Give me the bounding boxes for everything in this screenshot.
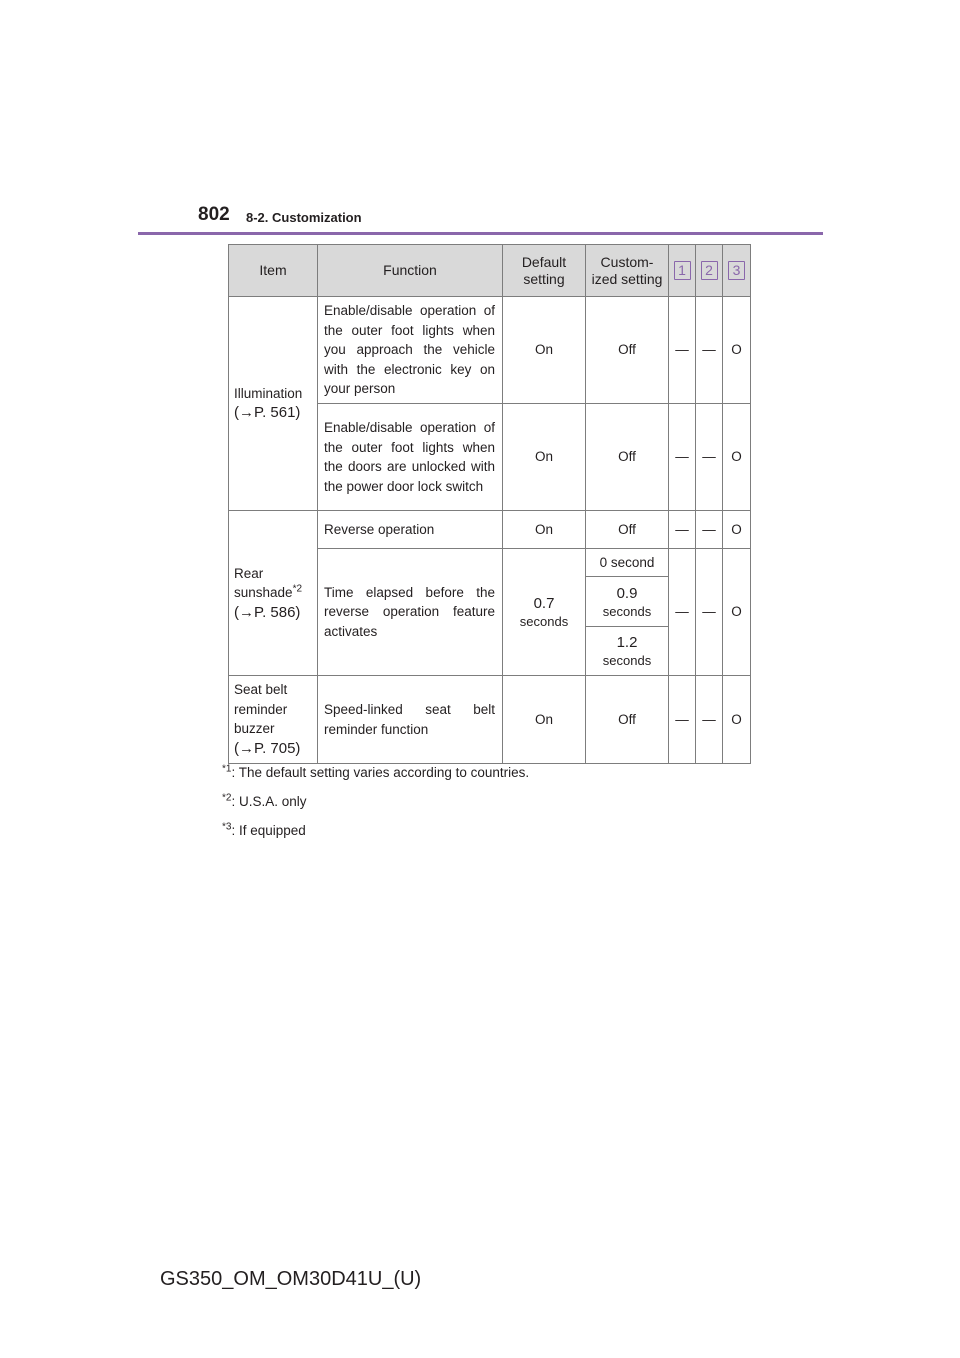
header-function: Function <box>318 245 503 297</box>
header-col-3 <box>723 245 751 297</box>
col-1-badge: 1 <box>674 261 691 280</box>
method-1-value: — <box>669 511 696 549</box>
footnote-text: : U.S.A. only <box>231 794 307 809</box>
page-reference: (→P. 561) <box>234 404 301 422</box>
header-default-line2: setting <box>523 270 565 287</box>
page-number: 802 <box>198 204 230 225</box>
item-rear-sunshade <box>229 511 318 676</box>
footnote-marker: *3 <box>222 821 232 833</box>
custom-value: Off <box>586 297 669 404</box>
table-row <box>229 511 751 549</box>
header-col-1 <box>669 245 696 297</box>
footnote-marker: *2 <box>222 792 232 804</box>
default-value: On <box>503 404 586 511</box>
item-label: Seat belt <box>234 682 288 698</box>
function-description: Enable/disable operation of the outer foot lights when you approach the vehicle with the electronic key on your person <box>318 297 503 404</box>
header-item: Item <box>229 245 318 297</box>
footnote-2 <box>222 794 306 809</box>
footnote-1 <box>222 765 529 780</box>
default-value <box>503 549 586 676</box>
item-label: buzzer <box>234 721 275 737</box>
option-unit: seconds <box>602 653 652 668</box>
function-description: Time elapsed before the reverse operation feature activates <box>318 549 503 676</box>
item-seat-belt-reminder <box>229 676 318 764</box>
section-title: 8-2. Customization <box>246 210 362 225</box>
default-value: On <box>503 297 586 404</box>
method-3-value: O <box>723 549 751 676</box>
function-description: Reverse operation <box>318 511 503 549</box>
option-number: 1.2 <box>616 634 638 651</box>
item-label: reminder <box>234 701 288 717</box>
default-value: On <box>503 511 586 549</box>
col-3-badge: 3 <box>728 261 745 280</box>
custom-value: Off <box>586 404 669 511</box>
custom-option <box>586 577 669 627</box>
default-number: 0.7 <box>533 595 555 612</box>
table-row <box>229 676 751 764</box>
model-code: GS350_OM_OM30D41U_(U) <box>160 1268 422 1290</box>
method-3-value: O <box>723 511 751 549</box>
method-2-value: — <box>696 676 723 764</box>
item-label: Illumination <box>234 385 303 401</box>
header-custom-line1: Custom- <box>600 253 654 270</box>
method-3-value: O <box>723 676 751 764</box>
function-description: Speed-linked seat belt reminder function <box>318 676 503 764</box>
footnote-marker: *2 <box>292 583 303 595</box>
customization-table <box>228 244 751 764</box>
page-reference: (→P. 586) <box>234 603 301 621</box>
footnote-marker: *1 <box>222 763 232 775</box>
method-3-value: O <box>723 404 751 511</box>
header-default-setting <box>503 245 586 297</box>
header-default-line1: Default <box>521 253 567 270</box>
method-1-value: — <box>669 676 696 764</box>
custom-value: Off <box>586 676 669 764</box>
method-1-value: — <box>669 297 696 404</box>
option-unit: seconds <box>602 603 652 619</box>
footnote-3 <box>222 823 306 838</box>
custom-option <box>586 627 669 676</box>
header-col-2 <box>696 245 723 297</box>
method-2-value: — <box>696 297 723 404</box>
footnote-text: : If equipped <box>231 823 306 838</box>
option-number: 0.9 <box>616 584 638 602</box>
default-value: On <box>503 676 586 764</box>
method-3-value: O <box>723 297 751 404</box>
item-label: Rear <box>234 565 264 581</box>
col-2-badge: 2 <box>701 261 718 280</box>
function-description: Enable/disable operation of the outer foot lights when the doors are unlocked with the power door lock switch <box>318 404 503 511</box>
method-1-value: — <box>669 404 696 511</box>
header-customized-setting <box>586 245 669 297</box>
footnote-text: : The default setting varies according to countries. <box>231 765 530 780</box>
table-header-row <box>229 245 751 297</box>
method-2-value: — <box>696 404 723 511</box>
page-reference: (→P. 705) <box>234 739 301 757</box>
custom-option: 0 second <box>586 549 669 577</box>
default-unit: seconds <box>519 614 569 629</box>
header-rule <box>138 232 823 235</box>
header-custom-line2: ized setting <box>591 270 663 287</box>
method-2-value: — <box>696 549 723 676</box>
method-2-value: — <box>696 511 723 549</box>
item-label: sunshade <box>234 585 293 600</box>
item-illumination <box>229 297 318 511</box>
custom-value: Off <box>586 511 669 549</box>
method-1-value: — <box>669 549 696 676</box>
table-row <box>229 297 751 404</box>
